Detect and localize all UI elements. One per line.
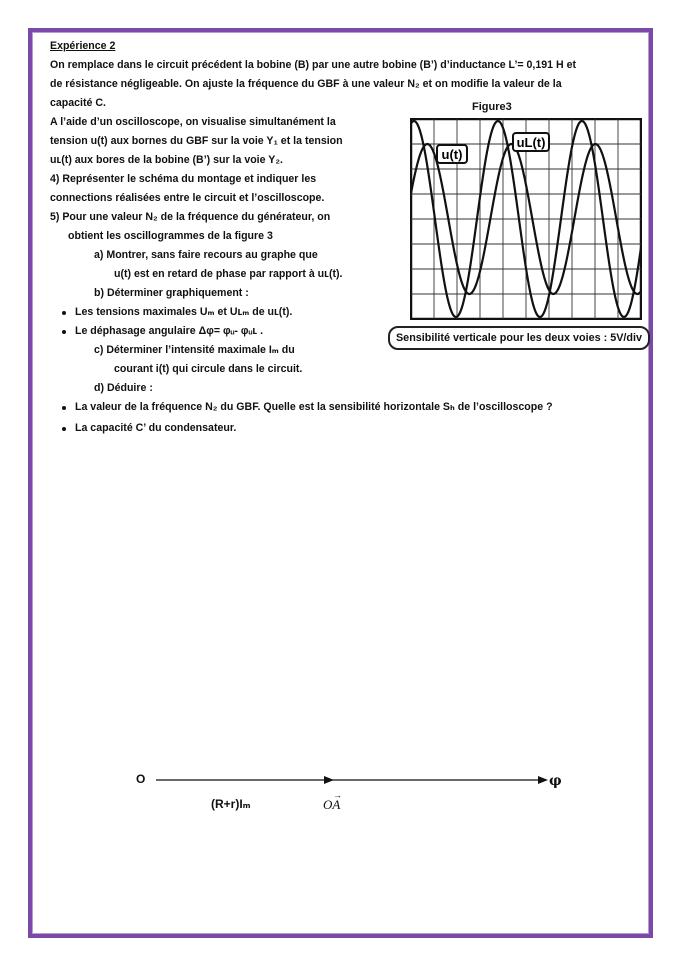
question-c-line-1: c) Déterminer l’intensité maximale Iₘ du: [94, 344, 295, 356]
bullet: [62, 311, 66, 315]
vector-arrow: [324, 776, 334, 784]
uL-label: uL(t): [516, 135, 546, 150]
bullet: [62, 330, 66, 334]
question-a-line-2: u(t) est en retard de phase par rapport à uʟ(t).: [114, 268, 343, 280]
bullet-b-1: Les tensions maximales Uₘ et Uʟₘ de uʟ(t).: [75, 306, 293, 318]
sensitivity-label: Sensibilité verticale pour les deux voies : 5V/div: [388, 326, 650, 350]
osc-line-1: A l’aide d’un oscilloscope, on visualise simultanément la: [50, 116, 336, 128]
oscillogram: [410, 118, 642, 320]
vector-label: [323, 790, 342, 813]
u-label: u(t): [441, 147, 463, 162]
oscilloscope-screen: [410, 118, 642, 325]
bullet: [62, 427, 66, 431]
question-4-line-2: connections réalisées entre le circuit et l’oscilloscope.: [50, 192, 325, 204]
segment-label: (R+r)Iₘ: [211, 797, 251, 811]
axis-arrow: [538, 776, 548, 784]
osc-line-3: uʟ(t) aux bores de la bobine (B’) sur la voie Y₂.: [50, 154, 283, 166]
figure-title: Figure3: [472, 101, 512, 113]
question-4-line-1: 4) Représenter le schéma du montage et indiquer les: [50, 173, 317, 185]
fresnel-axis: [136, 760, 556, 825]
bullet-b-2: Le déphasage angulaire Δφ= φᵤ- φᵤʟ .: [75, 325, 264, 337]
intro-line-1: On remplace dans le circuit précédent la bobine (B) par une autre bobine (B’) d’inductance L’= 0,191 H et: [50, 59, 576, 71]
heading: Expérience 2: [50, 40, 116, 52]
osc-line-2: tension u(t) aux bornes du GBF sur la voie Y₁ et la tension: [50, 135, 343, 147]
bullet-d-2: La capacité C’ du condensateur.: [75, 422, 237, 434]
bullet-d-1: La valeur de la fréquence N₂ du GBF. Quelle est la sensibilité horizontale Sₕ de l’oscilloscope ?: [75, 401, 553, 413]
question-5-line-1: 5) Pour une valeur N₂ de la fréquence du générateur, on: [50, 211, 331, 223]
question-a-line-1: a) Montrer, sans faire recours au graphe que: [94, 249, 318, 261]
axis-end-label: φ: [549, 773, 562, 789]
intro-line-3: capacité C.: [50, 97, 106, 109]
origin-label: O: [136, 772, 146, 786]
question-5-line-2: obtient les oscillogrammes de la figure 3: [68, 230, 273, 242]
vector-label-text: OA: [323, 797, 341, 812]
question-c-line-2: courant i(t) qui circule dans le circuit.: [114, 363, 303, 375]
bullet: [62, 406, 66, 410]
vector-arrow-mark: →: [333, 790, 342, 800]
intro-line-2: de résistance négligeable. On ajuste la fréquence du GBF à une valeur N₂ et on modifie la valeur de la: [50, 78, 562, 90]
question-d: d) Déduire :: [94, 382, 153, 394]
fresnel-axis-svg: [136, 760, 556, 820]
question-b: b) Déterminer graphiquement :: [94, 287, 249, 299]
